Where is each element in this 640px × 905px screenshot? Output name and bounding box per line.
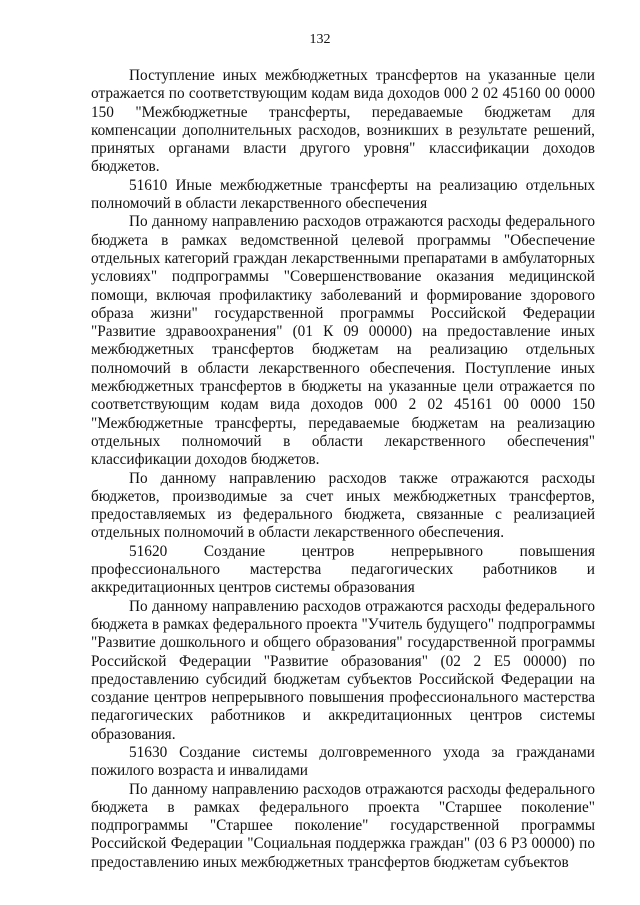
page-number: 132 — [309, 32, 331, 47]
paragraph-51610-also: По данному направлению расходов также отражаются расходы бюджетов, производимые за счет иных межбюджетных трансфертов, предоставляемых из федерального бюджета, связанные с реализацией отдельных полномочий в области лекарственного обеспечения. — [91, 469, 595, 542]
heading-51620: 51620 Создание центров непрерывного повышения профессионального мастерства педагогических работников и аккредитационных центров системы образования — [91, 542, 595, 597]
document-body — [91, 67, 595, 872]
paragraph-51630-expenses: По данному направлению расходов отражаются расходы федерального бюджета в рамках федерального проекта "Старшее поколение" подпрограммы "Старшее поколение" государственной программы Российской Федерации "Социальная поддержка граждан" (03 6 Р3 00000) по предоставлению иных межбюджетных трансфертов бюджетам субъектов — [91, 780, 595, 871]
paragraph-income-transfers: Поступление иных межбюджетных трансфертов на указанные цели отражается по соответствующим кодам вида доходов 000 2 02 45160 00 0000 150 "Межбюджетные трансферты, передаваемые бюджетам для компенсации дополнительных расходов, возникших в результате решений, принятых органами власти другого уровня" классификации доходов бюджетов. — [91, 67, 595, 176]
paragraph-51620-expenses: По данному направлению расходов отражаются расходы федерального бюджета в рамках федерального проекта "Учитель будущего" подпрограммы "Развитие дошкольного и общего образования" государственной программы Российской Федерации "Развитие образования" (02 2 Е5 00000) по предоставлению субсидий бюджетам субъектов Российской Федерации на создание центров непрерывного повышения профессионального мастерства педагогических работников и аккредитационных центров системы образования. — [91, 597, 595, 743]
heading-51630: 51630 Создание системы долговременного ухода за гражданами пожилого возраста и инвалидами — [91, 743, 595, 780]
paragraph-51610-expenses: По данному направлению расходов отражаются расходы федерального бюджета в рамках ведомственной целевой программы "Обеспечение отдельных категорий граждан лекарственными препаратами в амбулаторных условиях" подпрограммы "Совершенствование оказания медицинской помощи, включая профилактику заболеваний и формирование здорового образа жизни" государственной программы Российской Федерации "Развитие здравоохранения" (01 К 09 00000) на предоставление иных межбюджетных трансфертов бюджетам на реализацию отдельных полномочий в области лекарственного обеспечения. Поступление иных межбюджетных трансфертов в бюджеты на указанные цели отражается по соответствующим кодам вида доходов 000 2 02 45161 00 0000 150 "Межбюджетные трансферты, передаваемые бюджетам на реализацию отдельных полномочий в области лекарственного обеспечения" классификации доходов бюджетов. — [91, 213, 595, 469]
heading-51610: 51610 Иные межбюджетные трансферты на реализацию отдельных полномочий в области лекарственного обеспечения — [91, 176, 595, 213]
